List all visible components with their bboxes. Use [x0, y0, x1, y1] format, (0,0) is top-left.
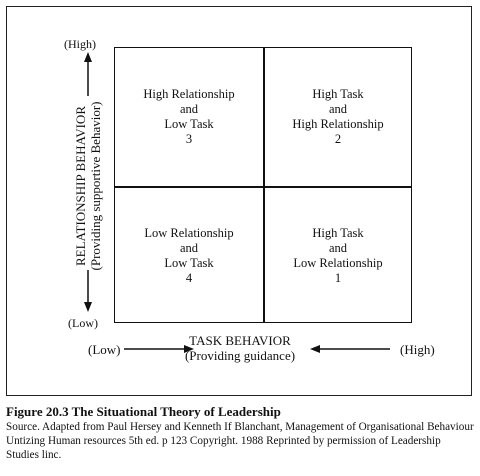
y-axis-low-label: (Low): [68, 316, 98, 330]
quadrant-3: [115, 48, 263, 186]
y-axis-subtitle: (Providing supportive Behavior): [88, 101, 103, 271]
quadrant-2: [264, 48, 412, 186]
y-arrow-up-head: [84, 52, 92, 62]
figure-caption-title: Figure 20.3 The Situational Theory of Leadership: [6, 404, 281, 419]
quadrant-4-line2: and: [179, 241, 199, 255]
quadrant-1-line1: High Task: [312, 226, 364, 240]
quadrant-2-line1: High Task: [312, 87, 364, 101]
quadrant-1-number: 1: [334, 271, 342, 285]
quadrant-1: [264, 187, 412, 325]
x-axis-low-label: (Low): [88, 342, 121, 357]
x-axis-title: TASK BEHAVIOR: [189, 333, 291, 348]
quadrant-3-line3: Low Task: [164, 117, 214, 131]
quadrant-4-number: 4: [185, 271, 193, 285]
quadrant-4-line3: Low Task: [164, 256, 214, 270]
quadrant-2-line3: High Relationship: [292, 117, 384, 131]
y-axis-label: [73, 102, 103, 271]
quadrant-3-line2: and: [179, 102, 199, 116]
quadrant-2-line2: and: [328, 102, 348, 116]
figure-caption-source: Source. Adapted from Paul Hersey and Kenneth If Blanchant, Management of Organisational Behaviour Untizing Human resources 5th ed. p 123 Copyright. 1988 Reprinted by permission of Leadership Studies linc.: [6, 421, 474, 461]
quadrant-4-line1: Low Relationship: [144, 226, 234, 240]
x-axis-subtitle: (Providing guidance): [184, 348, 296, 363]
y-arrow-down-head: [84, 302, 92, 312]
quadrant-4: [115, 187, 263, 325]
quadrant-3-number: 3: [185, 132, 193, 146]
quadrant-1-line3: Low Relationship: [293, 256, 383, 270]
quadrant-2-number: 2: [334, 132, 342, 146]
leadership-grid: [114, 47, 412, 323]
y-axis-high-label: (High): [64, 37, 96, 51]
y-axis-title: RELATIONSHIP BEHAVIOR: [73, 106, 88, 266]
x-axis-high-label: (High): [400, 342, 435, 357]
quadrant-1-line2: and: [328, 241, 348, 255]
quadrant-3-line1: High Relationship: [143, 87, 235, 101]
